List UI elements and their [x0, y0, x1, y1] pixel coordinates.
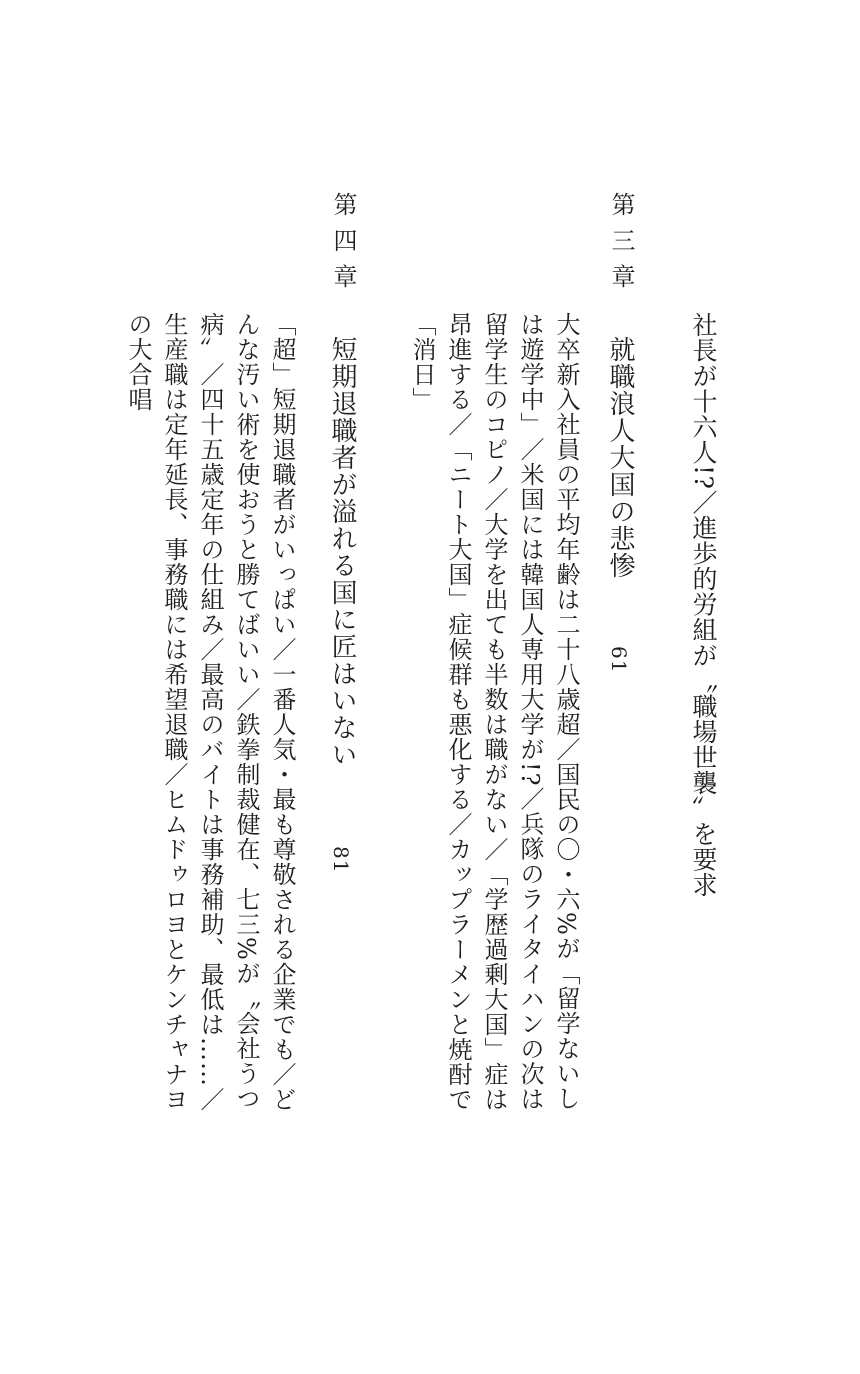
- chapter4-title: 短期退職者が溢れる国に匠はいない: [327, 336, 357, 768]
- chapter2-last-line: 社長が十六人!?／進歩的労組が〝職場世襲〟を要求: [689, 312, 718, 898]
- chapter4-page-number: 81: [329, 846, 353, 874]
- chapter3-summary: 大卒新入社員の平均年齢は二十八歳超／国民の〇・六%が「留学ないしは遊学中」／米国には韓国人専用大学が!?／兵隊のライタイハンの次は留学生のコピノ／大学を出ても半数は職がない／「学歴過剰大国」症は昂進する／「ニート大国」症候群も悪化する／カップラーメンと焼酎で「消日」: [408, 312, 580, 1112]
- chapter4-summary: 「超」短期退職者がいっぱい／一番人気・最も尊敬される企業でも／どんな汚い術を使おうと勝てばいい／鉄拳制裁健在、七三%が〝会社うつ病〟／四十五歳定年の仕組み／最高のバイトは事務補助、最低は……／生産職は定年延長、事務職には希望退職／ヒムドゥロヨとケンチャナヨの大合唱: [124, 312, 296, 1112]
- chapter3-title: 就職浪人大国の悲惨: [605, 336, 635, 579]
- chapter3-page-number: 61: [607, 646, 631, 674]
- chapter4-label: 第四章: [329, 192, 357, 300]
- chapter3-label: 第三章: [607, 192, 635, 300]
